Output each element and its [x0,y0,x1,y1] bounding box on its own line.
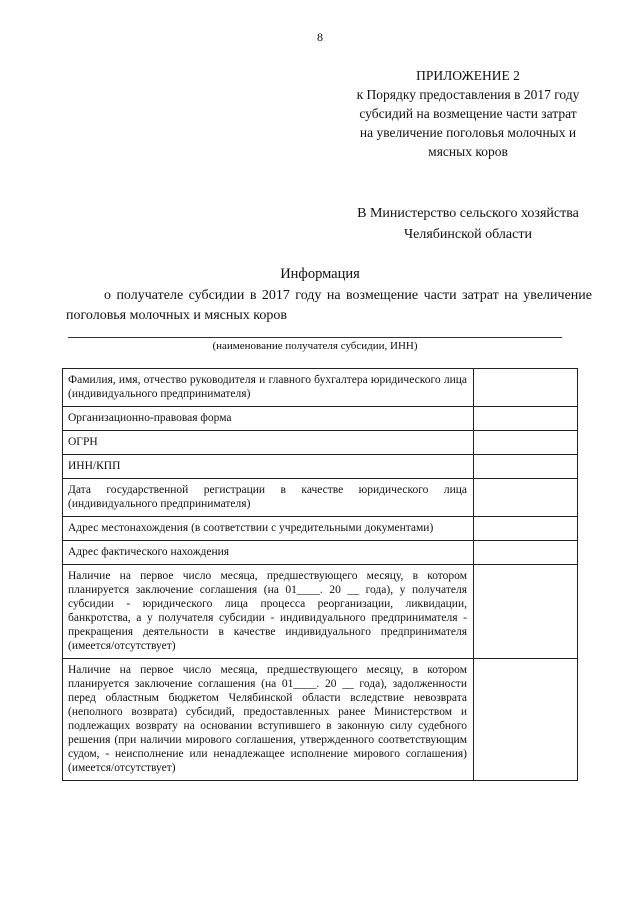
row-label: Адрес фактического нахождения [63,541,474,565]
row-value-cell[interactable] [474,369,578,407]
row-label: Фамилия, имя, отчество руководителя и главного бухгалтера юридического лица (индивидуального предпринимателя) [63,369,474,407]
table-row [63,541,578,565]
table-row [63,369,578,407]
recipient-name-caption: (наименование получателя субсидии, ИНН) [212,340,418,352]
row-value-cell[interactable] [474,565,578,659]
table-row [63,455,578,479]
table-row [63,659,578,781]
table-row [63,517,578,541]
page-number: 8 [317,30,323,44]
row-label: ИНН/КПП [63,455,474,479]
row-label: Наличие на первое число месяца, предшествующего месяцу, в котором планируется заключение соглашения (на 01____. 20 __ года), у получателя субсидии - юридического лица процесса реорганизации, ликвидации, банкротства, а у получателя субсидии - индивидуального предпринимателя - прекращения деятельности в качестве индивидуального предпринимателя (имеется/отсутствует) [63,565,474,659]
recipient-name-line [68,337,562,338]
appendix-header [318,66,618,161]
row-value-cell[interactable] [474,479,578,517]
table-row [63,479,578,517]
row-label: Адрес местонахождения (в соответствии с учредительными документами) [63,517,474,541]
row-value-cell[interactable] [474,407,578,431]
row-label: ОГРН [63,431,474,455]
recipient-info-table [62,368,578,781]
row-label: Наличие на первое число месяца, предшествующего месяцу, в котором планируется заключение соглашения (на 01____. 20 __ года), задолженности перед областным бюджетом Челябинской области вследствие невозврата (неполного возврата) субсидий, предоставленных ранее Министерством и подлежащих возврату на основании вступившего в законную силу судебного решения (при наличии мирового соглашения, утвержденного соответствующим судом, - неисполнение или ненадлежащее исполнение мирового соглашения) (имеется/отсутствует) [63,659,474,781]
row-value-cell[interactable] [474,517,578,541]
intro-paragraph: о получателе субсидии в 2017 году на возмещение части затрат на увеличение поголовья молочных и мясных коров [66,288,592,323]
appendix-line: ПРИЛОЖЕНИЕ 2 [416,68,520,83]
table-row [63,431,578,455]
document-title: Информация [280,266,360,282]
table-row [63,407,578,431]
appendix-line: на увеличение поголовья молочных и [359,125,577,140]
row-value-cell[interactable] [474,431,578,455]
row-value-cell[interactable] [474,455,578,479]
appendix-line: субсидий на возмещение части затрат [359,106,577,121]
addressee-line-1: В Министерство сельского хозяйства [357,206,579,221]
appendix-line: мясных коров [428,144,508,159]
row-value-cell[interactable] [474,659,578,781]
row-label: Дата государственной регистрации в качестве юридического лица (индивидуального предпринимателя) [63,479,474,517]
addressee-line-2: Челябинской области [404,227,532,242]
addressee [318,203,618,245]
row-label: Организационно-правовая форма [63,407,474,431]
row-value-cell[interactable] [474,541,578,565]
table-row [63,565,578,659]
appendix-line: к Порядку предоставления в 2017 году [356,87,580,102]
